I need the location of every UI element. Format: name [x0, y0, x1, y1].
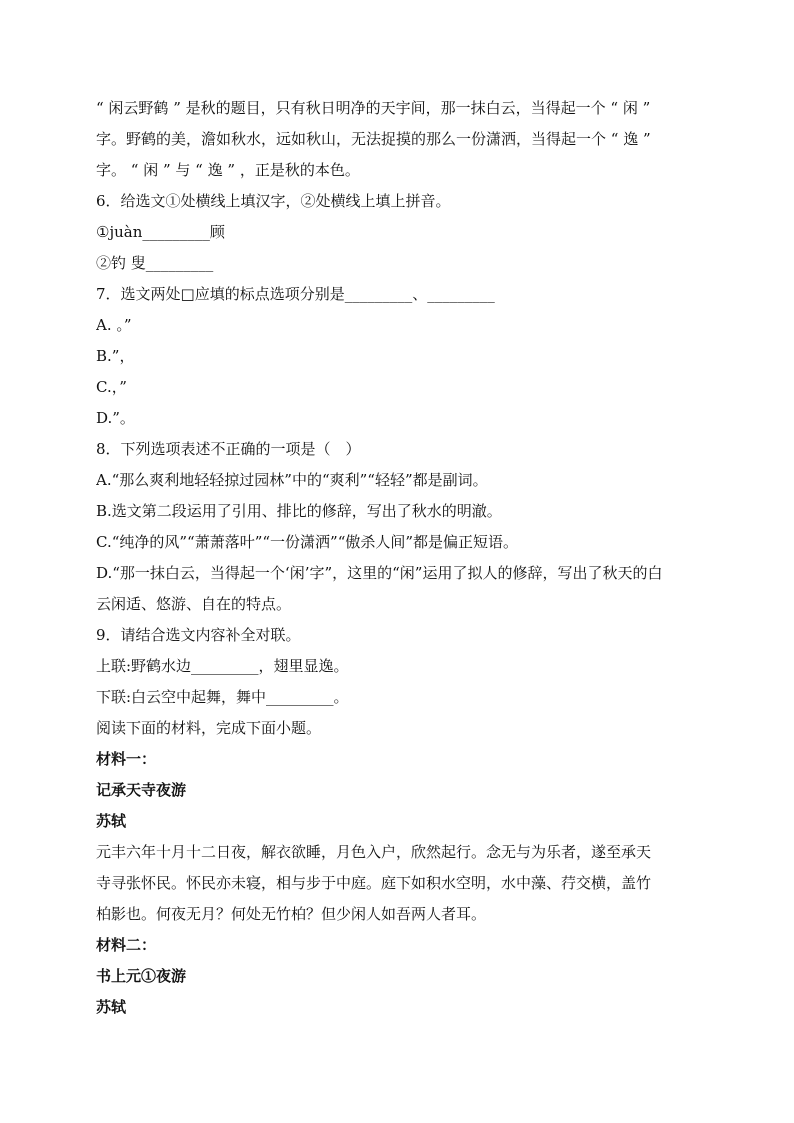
- question-6: 6．给选文①处横线上填汉字，②处横线上填上拼音。: [96, 192, 451, 210]
- question-8-option-d: D.“那一抹白云，当得起一个‘闲’字”，这里的“闲”运用了拟人的修辞，写出了秋天的白: [96, 564, 663, 582]
- material-1-line-3: 柏影也。何夜无月？何处无竹柏？但少闲人如吾两人者耳。: [96, 905, 487, 923]
- question-7-option-b: B.”，: [96, 347, 135, 365]
- passage-line-2: 字。野鹤的美，澹如秋水，远如秋山，无法捉摸的那么一份潇洒，当得起一个 “ 逸 ”: [96, 130, 651, 148]
- material-1-heading: 材料一：: [96, 750, 157, 768]
- question-7: 7．选文两处□应填的标点选项分别是_________、_________: [96, 285, 495, 303]
- couplet-first-line: 上联:野鹤水边_________，翅里显逸。: [96, 657, 349, 675]
- material-1-author: 苏轼: [96, 812, 127, 830]
- question-6-item-2: ②钓 叟_________: [96, 254, 214, 272]
- material-2-author: 苏轼: [96, 998, 127, 1016]
- couplet-second-line: 下联:白云空中起舞，舞中_________。: [96, 688, 349, 706]
- question-8: 8．下列选项表述不正确的一项是（ ）: [96, 440, 361, 458]
- material-1-line-2: 寺寻张怀民。怀民亦未寝，相与步于中庭。庭下如积水空明，水中藻、荇交横，盖竹: [96, 874, 652, 892]
- question-8-option-d-continued: 云闲适、悠游、自在的特点。: [96, 595, 292, 613]
- document-body: [96, 93, 698, 1023]
- material-1-title: 记承天寺夜游: [96, 781, 187, 799]
- question-8-option-b: B.选文第二段运用了引用、排比的修辞，写出了秋水的明澈。: [96, 502, 502, 520]
- reading-instruction: 阅读下面的材料，完成下面小题。: [96, 719, 322, 737]
- material-1-line-1: 元丰六年十月十二日夜，解衣欲睡，月色入户，欣然起行。念无与为乐者，遂至承天: [96, 843, 652, 861]
- question-7-option-c: C.，”: [96, 378, 127, 396]
- material-2-title: 书上元①夜游: [96, 967, 187, 985]
- passage-line-3: 字。 “ 闲 ” 与 “ 逸 ” ，正是秋的本色。: [96, 161, 360, 179]
- question-8-option-c: C.“纯净的风”“萧萧落叶”“一份潇洒”“傲杀人间”都是偏正短语。: [96, 533, 519, 551]
- question-8-option-a: A.“那么爽利地轻轻掠过园林”中的“爽利”“轻轻”都是副词。: [96, 471, 488, 489]
- question-7-option-a: A. 。”: [96, 316, 132, 334]
- question-7-option-d: D.”。: [96, 409, 135, 427]
- passage-line-1: “ 闲云野鹤 ” 是秋的题目，只有秋日明净的天宇间，那一抹白云，当得起一个 “ 闲 ”: [96, 99, 651, 117]
- question-9: 9．请结合选文内容补全对联。: [96, 626, 301, 644]
- material-2-heading: 材料二：: [96, 936, 157, 954]
- question-6-item-1: ①juàn_________顾: [96, 223, 225, 241]
